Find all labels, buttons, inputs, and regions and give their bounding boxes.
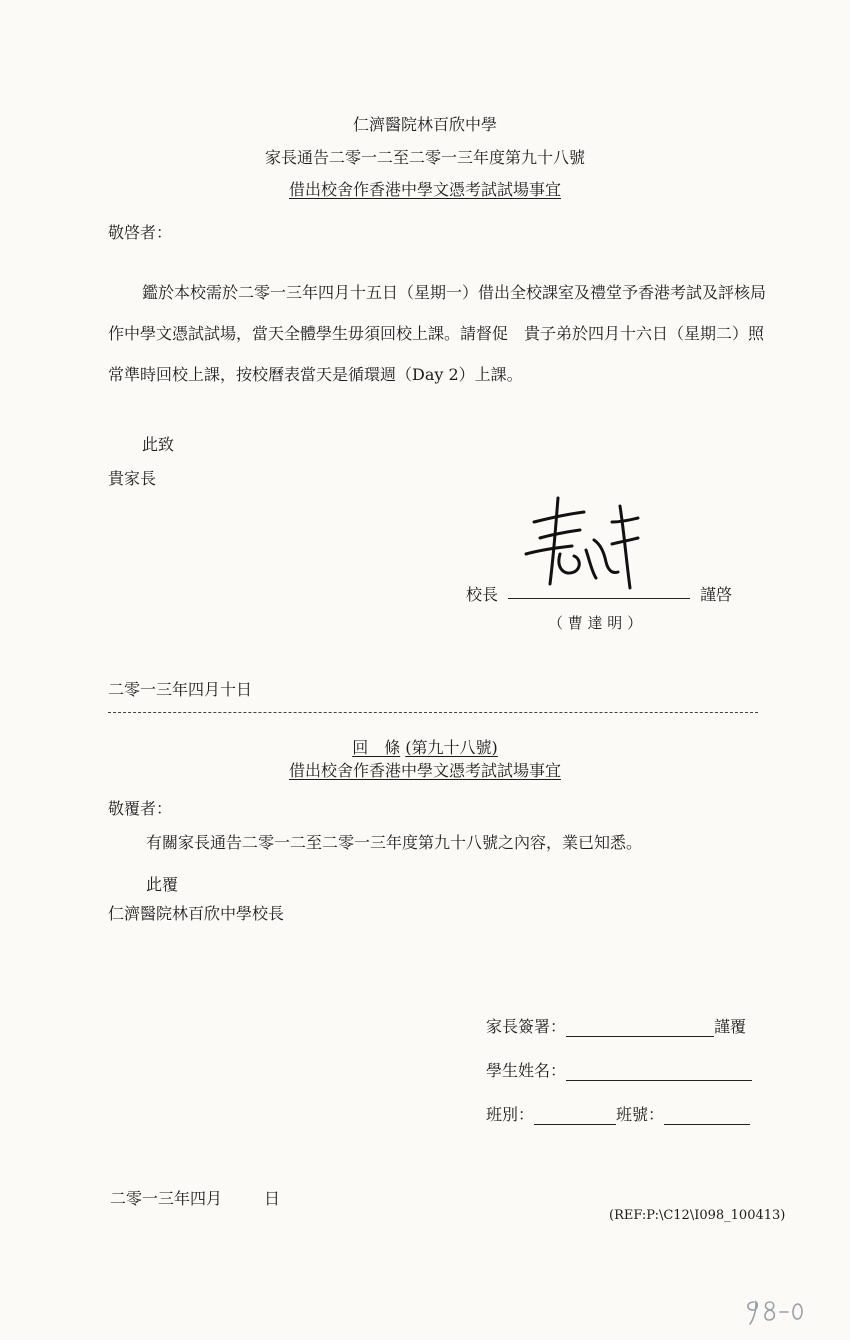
principal-signature-image (520, 492, 650, 596)
parent-signature-line[interactable] (566, 1017, 714, 1037)
reply-date-label: 二零一三年四月 (110, 1189, 223, 1208)
reply-title-label: 回 條 (352, 738, 401, 757)
school-name: 仁濟醫院林百欣中學 (352, 115, 497, 134)
reply-day-label: 日 (264, 1189, 281, 1208)
salutation: 敬啓者： (108, 223, 173, 242)
notice-subject (0, 177, 850, 200)
notice-date: 二零一三年四月十日 (108, 680, 253, 699)
class-number-label: 班號： (616, 1105, 665, 1124)
student-name-label: 學生姓名： (486, 1061, 567, 1080)
respectfully-label: 謹啓 (700, 585, 733, 604)
reply-date (110, 1186, 280, 1209)
reply-closing: 此覆 (146, 875, 179, 894)
closing-to: 此致 (142, 435, 175, 454)
parent-signature-field (486, 1014, 746, 1037)
class-field (486, 1102, 750, 1125)
reply-title-number: (第九十八號) (405, 738, 498, 757)
reply-title (0, 735, 850, 758)
handwritten-note-image (740, 1296, 810, 1326)
principal-name: （ 曹 達 明 ） (548, 614, 643, 632)
reply-recipient: 仁濟醫院林百欣中學校長 (108, 904, 285, 923)
principal-label: 校長 (466, 585, 499, 604)
reply-subject-text: 借出校舍作香港中學文憑考試試場事宜 (288, 761, 561, 780)
notice-body: 鑑於本校需於二零一三年四月十五日（星期一）借出全校課室及禮堂予香港考試及評核局作中學文憑試試場，當天全體學生毋須回校上課。請督促 貴子弟於四月十六日（星期二）照常準時回校上課，按校曆表當天是循環週（Day 2）上課。 (108, 283, 767, 384)
reference-code: (REF:P:\C12\I098_100413) (609, 1208, 786, 1223)
tear-off-line (108, 712, 758, 713)
class-number-line[interactable] (664, 1105, 750, 1125)
notice-number: 家長通告二零一二至二零一三年度第九十八號 (264, 148, 585, 167)
reply-salutation: 敬覆者： (108, 799, 173, 818)
student-name-field (486, 1058, 752, 1081)
principal-signature-line (508, 598, 690, 599)
parent-signature-label: 家長簽署： (486, 1017, 567, 1036)
student-name-line[interactable] (566, 1061, 752, 1081)
reply-subject (0, 758, 850, 781)
reply-body: 有關家長通告二零一二至二零一三年度第九十八號之內容，業已知悉。 (146, 833, 643, 852)
class-label: 班別： (486, 1105, 535, 1124)
notice-subject-text: 借出校舍作香港中學文憑考試試場事宜 (288, 180, 561, 199)
class-line[interactable] (534, 1105, 616, 1125)
closing-recipient: 貴家長 (108, 469, 157, 488)
parent-signature-suffix: 謹覆 (714, 1017, 747, 1036)
